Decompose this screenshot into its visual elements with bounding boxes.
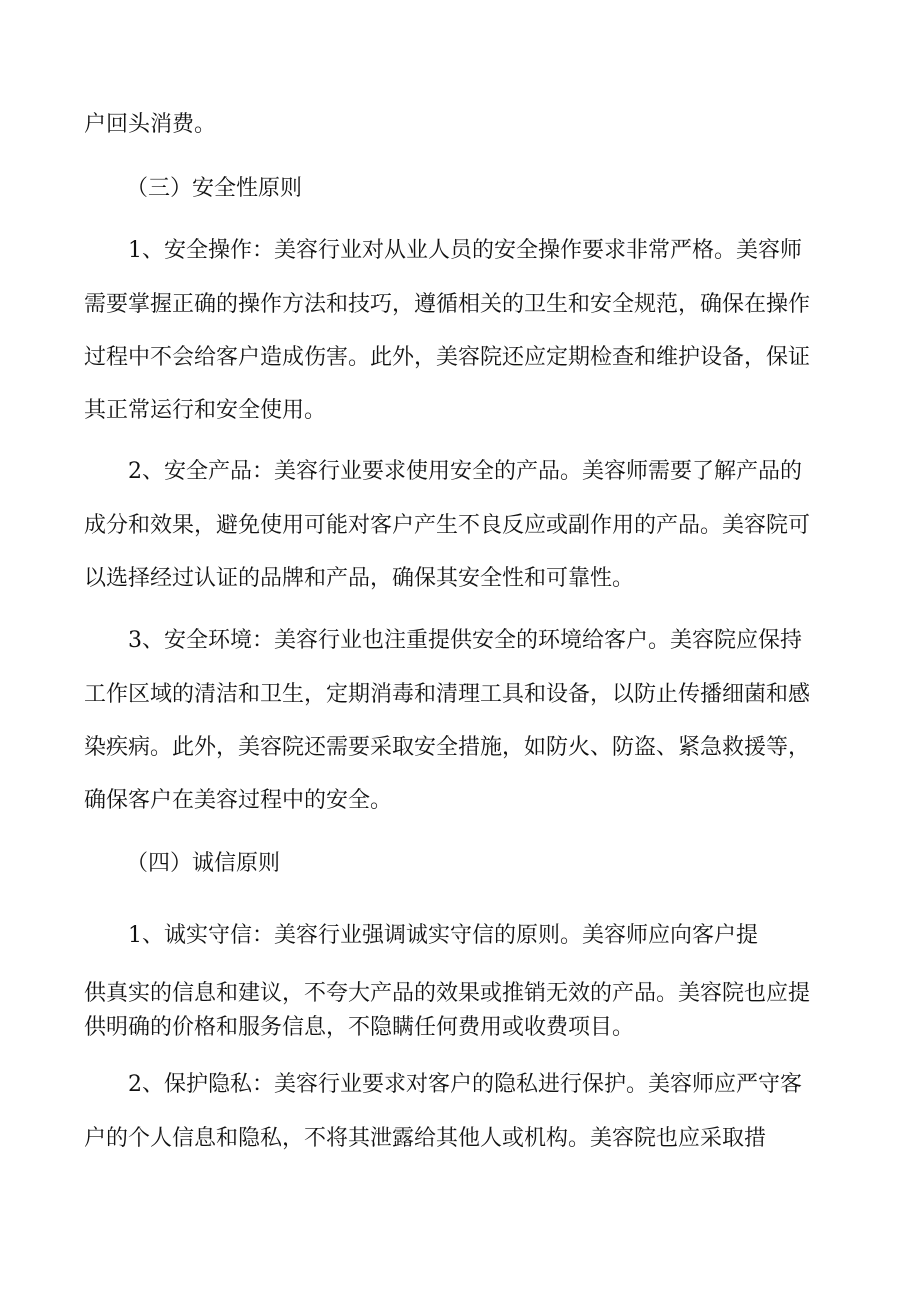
paragraph-line: 户回头消费。 [84,112,217,137]
paragraph-line: 过程中不会给客户造成伤害。此外，美容院还应定期检查和维护设备，保证 [84,345,811,370]
section-heading-safety: （三）安全性原则 [126,176,303,201]
paragraph-line: 2、保护隐私：美容行业要求对客户的隐私进行保护。美容师应严守客 [128,1072,802,1097]
paragraph-line: 1、诚实守信：美容行业强调诚实守信的原则。美容师应向客户提 [128,923,758,948]
paragraph-line: 其正常运行和安全使用。 [84,398,327,423]
paragraph-line: 1、安全操作：美容行业对从业人员的安全操作要求非常严格。美容师 [128,238,802,263]
paragraph-line: 户的个人信息和隐私，不将其泄露给其他人或机构。美容院也应采取措 [84,1126,767,1151]
paragraph-line: 以选择经过认证的品牌和产品，确保其安全性和可靠性。 [84,566,635,591]
paragraph-line: 供真实的信息和建议，不夸大产品的效果或推销无效的产品。美容院也应提 [84,981,811,1006]
paragraph-line: 供明确的价格和服务信息，不隐瞒任何费用或收费项目。 [84,1015,635,1040]
paragraph-line: 需要掌握正确的操作方法和技巧，遵循相关的卫生和安全规范，确保在操作 [84,292,811,317]
paragraph-line: 染疾病。此外，美容院还需要采取安全措施，如防火、防盗、紧急救援等， [84,735,811,760]
paragraph-line: 3、安全环境：美容行业也注重提供安全的环境给客户。美容院应保持 [128,628,802,653]
paragraph-line: 确保客户在美容过程中的安全。 [84,788,393,813]
paragraph-line: 成分和效果，避免使用可能对客户产生不良反应或副作用的产品。美容院可 [84,513,811,538]
paragraph-line: 2、安全产品：美容行业要求使用安全的产品。美容师需要了解产品的 [128,459,802,484]
section-heading-integrity: （四）诚信原则 [126,851,281,876]
paragraph-line: 工作区域的清洁和卫生，定期消毒和清理工具和设备，以防止传播细菌和感 [84,682,811,707]
